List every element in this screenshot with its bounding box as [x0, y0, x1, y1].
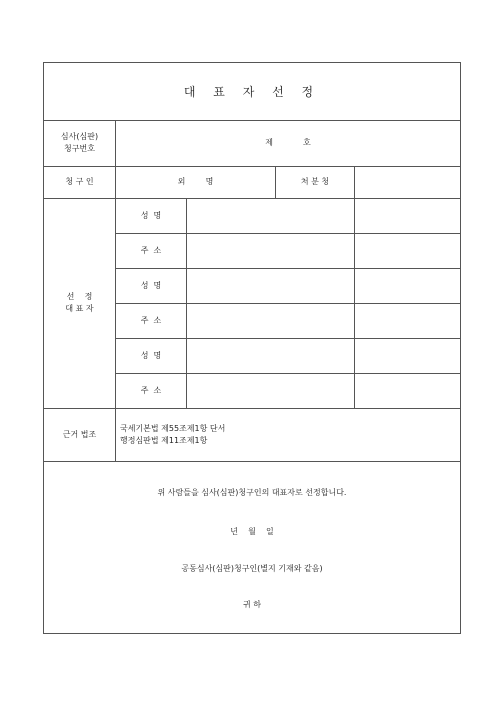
claim-number-prefix: 제 — [265, 138, 273, 147]
representative-2-seal-field[interactable] — [355, 268, 460, 303]
declaration-statement: 위 사람들을 심사(심판)청구인의 대표자로 선정합니다. — [157, 488, 347, 497]
representative-2-address-field[interactable] — [187, 303, 354, 338]
representative-2-extra-field[interactable] — [355, 303, 460, 338]
declaration-addressee: 귀 하 — [243, 600, 261, 609]
representative-2-name-field[interactable] — [187, 268, 354, 303]
disposition-agency-field[interactable] — [355, 166, 460, 198]
representatives-label-line1: 선 정 — [66, 292, 93, 301]
representative-3-extra-field[interactable] — [355, 373, 460, 408]
representative-1-address-field[interactable] — [187, 233, 354, 268]
legal-basis-label: 근거 법조 — [62, 429, 97, 439]
representative-3-seal-field[interactable] — [355, 338, 460, 373]
representatives-label — [44, 198, 115, 408]
representative-1-address-label: 주 소 — [140, 245, 162, 255]
claimant-label: 청 구 인 — [65, 177, 94, 186]
claim-number-label — [44, 120, 115, 166]
representative-1-name-label: 성 명 — [140, 210, 162, 220]
representative-2-name-label: 성 명 — [140, 280, 162, 290]
legal-basis-value — [120, 408, 456, 461]
representative-3-name-label: 성 명 — [140, 350, 162, 360]
form-title: 대 표 자 선 정 — [183, 84, 321, 99]
representative-3-name-field[interactable] — [187, 338, 354, 373]
divider — [44, 461, 460, 462]
claim-number-label-line1: 심사(심판) — [60, 132, 99, 141]
claim-number-field[interactable] — [116, 120, 460, 166]
claim-number-suffix: 호 — [303, 138, 311, 147]
representatives-label-line2: 대 표 자 — [65, 304, 94, 313]
claim-number-label-line2: 청구번호 — [64, 144, 95, 153]
representative-3-address-field[interactable] — [187, 373, 354, 408]
representative-selection-form — [43, 62, 461, 634]
legal-basis-line2: 행정심판법 제11조제1항 — [120, 435, 208, 445]
representative-3-address-label: 주 소 — [140, 385, 162, 395]
representative-2-address-label: 주 소 — [140, 315, 162, 325]
claimant-name-value[interactable]: 외 명 — [177, 177, 214, 186]
representative-1-extra-field[interactable] — [355, 233, 460, 268]
representative-1-seal-field[interactable] — [355, 198, 460, 233]
legal-basis-line1: 국세기본법 제55조제1항 단서 — [120, 423, 226, 433]
representative-1-name-field[interactable] — [187, 198, 354, 233]
declaration-signatory: 공동심사(심판)청구인(별지 기재와 같음) — [181, 564, 323, 573]
declaration-date[interactable]: 년 월 일 — [230, 527, 274, 536]
disposition-agency-label: 처 분 청 — [300, 177, 330, 186]
